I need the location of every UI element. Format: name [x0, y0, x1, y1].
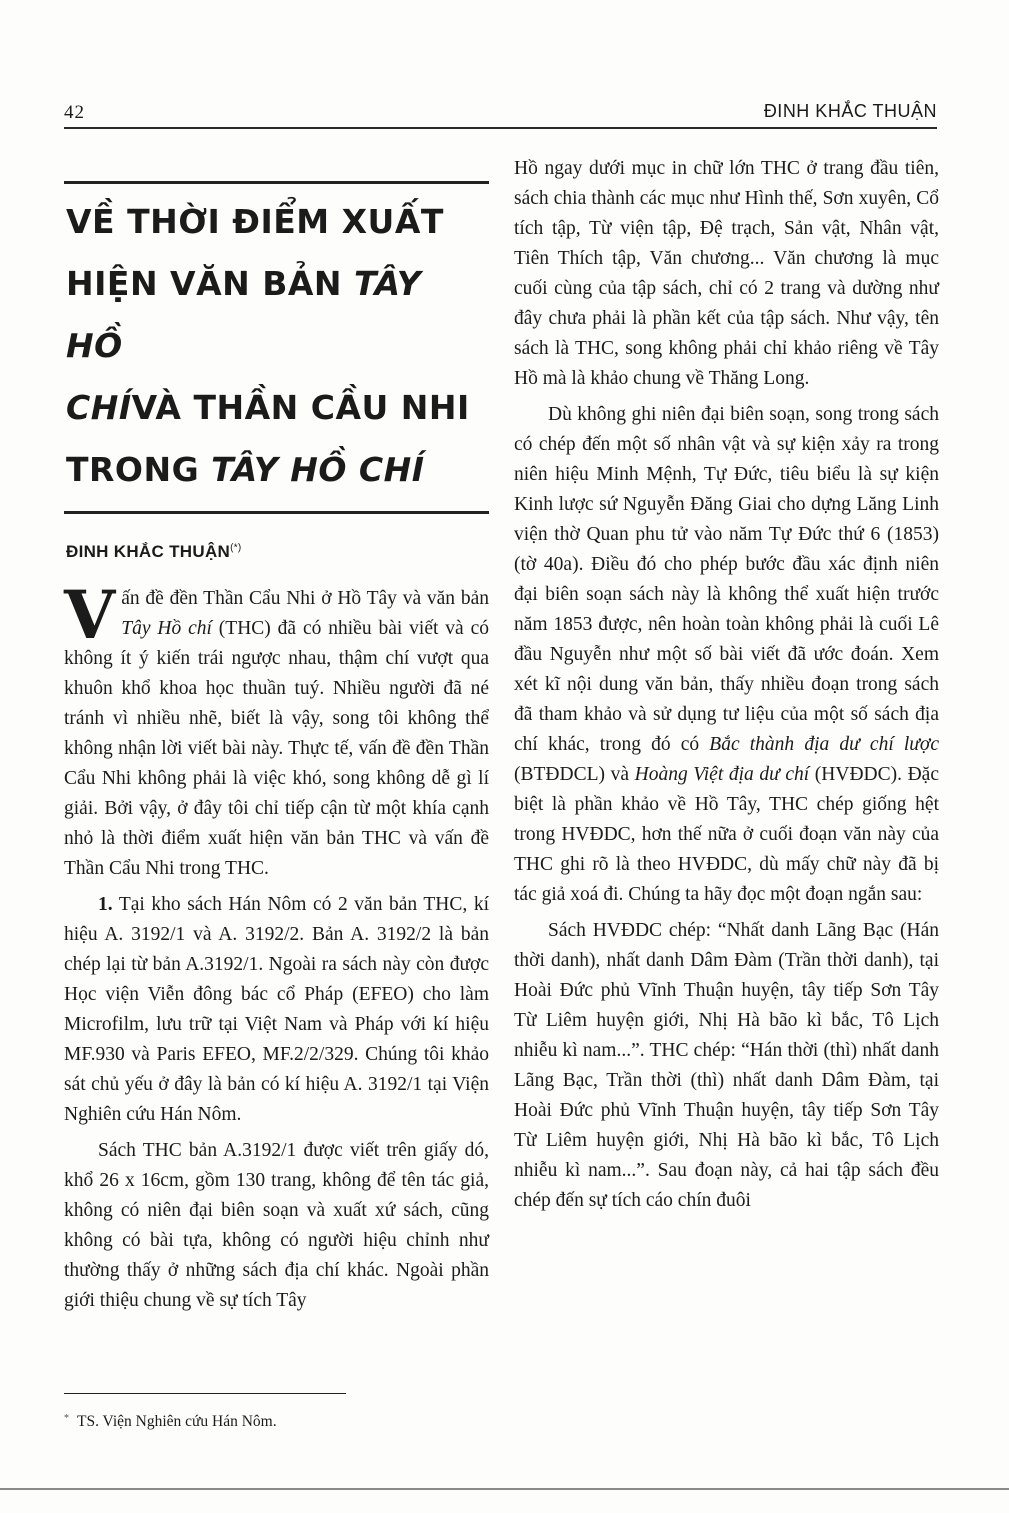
section-1-text: Tại kho sách Hán Nôm có 2 văn bản THC, kí hiệu A. 3192/1 và A. 3192/2. Bản A. 3192/2 là bản chép lại từ bản A.3192/1. Ngoài ra sách này còn được Học viện Viễn đông bác cổ Pháp (EFEO) cho làm Microfilm, lưu trữ tại Việt Nam và Pháp với kí hiệu MF.930 và Paris EFEO, MF.2/2/329. Chúng tôi khảo sát chủ yếu ở đây là bản có kí hiệu A. 3192/1 tại Viện Nghiên cứu Hán Nôm.	[64, 894, 489, 1125]
dating-italic-btddcl: Bắc thành địa dư chí lược	[709, 734, 939, 755]
dating-text-a: Dù không ghi niên đại biên soạn, song trong sách có chép đến một số nhân vật và sự kiện xảy ra trong niên hiệu Minh Mệnh, Tự Đức, tiêu biểu là sự kiện Kinh lược sứ Nguyễn Đăng Giai cho dựng Lăng Linh viện thờ Quan phu tử vào năm Tự Đức thứ 6 (1853) (tờ 40a). Điều đó cho phép bước đầu xác định niên đại biên soạn sách này là không thể xuất hiện trước năm 1853 được, nên hoàn toàn không phải là cuối Lê đầu Nguyễn như một số bài viết đã ước đoán. Xem xét kĩ nội dung văn bản, thấy nhiều đoạn trong sách đã tham khảo và sử dụng tư liệu của một số sách địa chí khác, trong đó có	[514, 404, 939, 755]
paragraph-section-1	[64, 890, 489, 1130]
dating-text-b: (BTĐDCL) và	[514, 764, 635, 785]
title-line-2: HIỆN VĂN BẢN	[66, 264, 355, 303]
title-italic-tay-ho-chi: TÂY HỒ CHÍ	[211, 450, 425, 489]
footnote-text: TS. Viện Nghiên cứu Hán Nôm.	[77, 1413, 277, 1430]
left-column	[64, 170, 489, 1316]
paragraph-quotation: Sách HVĐDC chép: “Nhất danh Lãng Bạc (Hán thời danh), nhất danh Dâm Đàm (Trần thời danh), tại Hoài Đức phủ Vĩnh Thuận huyện, tây tiếp Sơn Tây Từ Liêm huyện giới, Nhị Hà bão kì bắc, Tô Lịch nhiễu kì nam...”. THC chép: “Hán thời (thì) nhất danh Lãng Bạc, Trần thời (thì) nhất danh Dâm Đàm, tại Hoài Đức phủ Vĩnh Thuận huyện, tây tiếp Sơn Tây Từ Liêm huyện giới, Nhị Hà bão kì bắc, Tô Lịch nhiễu kì nam...”. Sau đoạn này, cả hai tập sách đều chép đến sự tích cáo chín đuôi	[514, 920, 939, 1211]
article-title	[64, 184, 489, 505]
paragraph-continued: Hồ ngay dưới mục in chữ lớn THC ở trang đầu tiên, sách chia thành các mục như Hình thế, Sơn xuyên, Cổ tích tập, Từ viện tập, Đệ trạch, Sản vật, Nhân vật, Tiên Thích tập, Văn chương... Văn chương là mục cuối cùng của tập sách, chỉ có 2 trang và dường như đây chưa phải là phần kết của tập sách. Như vậy, tên sách là THC, song không phải chỉ khảo riêng về Tây Hồ mà là khảo chung về Thăng Long.	[514, 158, 939, 389]
paragraph-intro	[64, 576, 489, 884]
footnote-mark: *	[64, 1413, 69, 1424]
header-divider	[64, 127, 937, 129]
author-byline	[66, 542, 489, 562]
intro-text-b: (THC) đã có nhiều bài viết và có không ít ý kiến trái ngược nhau, thậm chí vượt qua khuôn khổ khoa học thuần tuý. Nhiều người đã né tránh vì nhiều nhẽ, biết là vậy, song tôi không thể không nhận lời viết bài này. Thực tế, vấn đề đền Thần Cẩu Nhi không phải là việc khó, song không dễ gì lí giải. Bởi vậy, ở đây tôi chỉ tiếp cận từ một khía cạnh nhỏ là thời điểm xuất hiện văn bản THC và vấn đề Thần Cẩu Nhi trong THC.	[64, 618, 489, 879]
title-italic-chi: CHÍ	[66, 388, 132, 427]
footnote	[64, 1413, 277, 1431]
title-rule-bottom	[64, 511, 489, 514]
title-line-3: VÀ THẦN CẦU NHI	[131, 388, 470, 427]
drop-cap: V	[64, 576, 116, 654]
author-footnote-mark: (*)	[230, 542, 242, 554]
section-number: 1.	[98, 894, 113, 915]
intro-text-a: ấn đề đền Thần Cẩu Nhi ở Hồ Tây và văn bản	[121, 588, 489, 609]
paragraph-description: Sách THC bản A.3192/1 được viết trên giấy dó, khổ 26 x 16cm, gồm 130 trang, không để tên tác giả, không có niên đại biên soạn và xuất xứ sách, cũng không có bài tựa, không có người hiệu chỉnh như thường thấy ở những sách địa chí khác. Ngoài phần giới thiệu chung về sự tích Tây	[64, 1140, 489, 1311]
page-number: 42	[64, 102, 85, 123]
title-italic-tay-ho: TÂY HỒ	[66, 264, 422, 365]
title-line-1: VỀ THỜI ĐIỂM XUẤT	[66, 202, 444, 241]
page-bottom-edge	[0, 1488, 1009, 1490]
footnote-divider	[64, 1393, 346, 1394]
running-head: ĐINH KHẮC THUẬN	[763, 101, 937, 121]
right-column	[514, 154, 939, 1216]
dating-italic-hvddc: Hoàng Việt địa dư chí	[634, 764, 810, 785]
title-line-4: TRONG	[66, 450, 212, 489]
paragraph-dating	[514, 400, 939, 910]
author-name: ĐINH KHẮC THUẬN	[66, 542, 231, 561]
intro-italic-title: Tây Hồ chí	[121, 618, 212, 639]
dating-text-c: (HVĐDC). Đặc biệt là phần khảo về Hồ Tây, THC chép giống hệt trong HVĐDC, hơn thế nữa ở cuối đoạn văn này của THC ghi rõ là theo HVĐDC, dù mấy chữ này đã bị tác giả xoá đi. Chúng ta hãy đọc một đoạn ngắn sau:	[514, 764, 939, 905]
